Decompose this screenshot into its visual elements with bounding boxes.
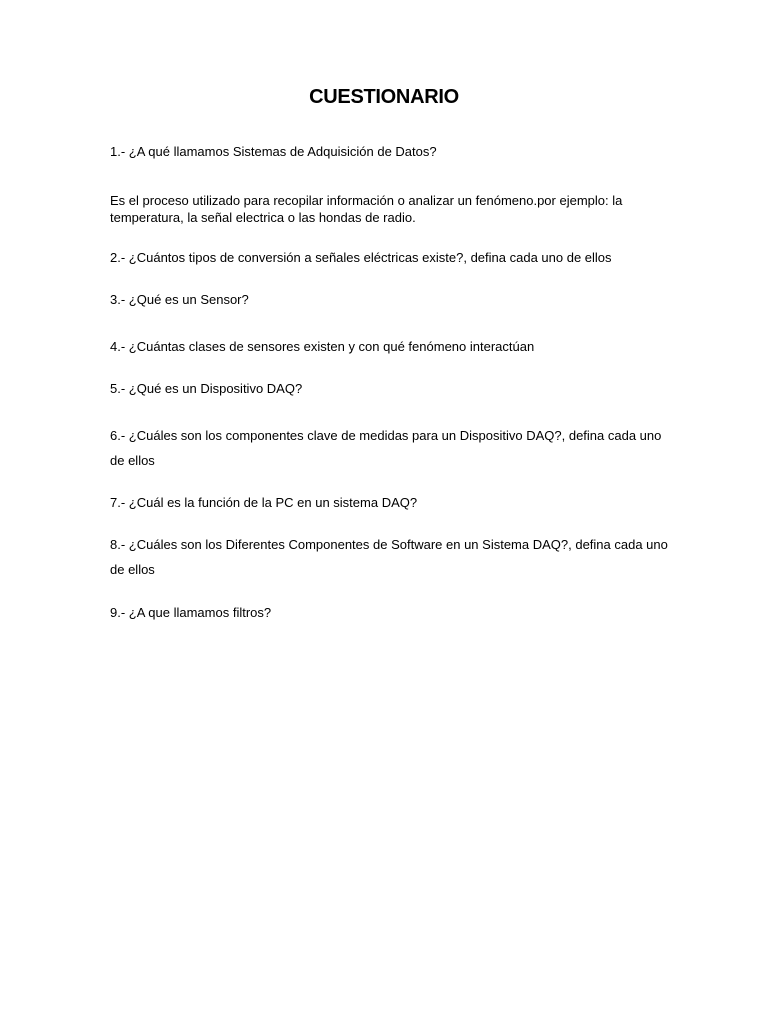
- question-6-line-2: de ellos: [110, 453, 155, 468]
- question-7: 7.- ¿Cuál es la función de la PC en un sistema DAQ?: [110, 495, 418, 510]
- answer-1-line-1: Es el proceso utilizado para recopilar información o analizar un fenómeno.por ejemplo: la: [110, 193, 623, 208]
- answer-1: [110, 192, 650, 226]
- question-1: 1.- ¿A qué llamamos Sistemas de Adquisición de Datos?: [110, 144, 437, 159]
- question-4: 4.- ¿Cuántas clases de sensores existen y con qué fenómeno interactúan: [110, 339, 535, 354]
- document-title: CUESTIONARIO: [309, 86, 459, 108]
- question-2: 2.- ¿Cuántos tipos de conversión a señales eléctricas existe?, defina cada uno de ellos: [110, 250, 612, 265]
- answer-1-line-2: temperatura, la señal electrica o las hondas de radio.: [110, 210, 416, 225]
- question-6-line-1: 6.- ¿Cuáles son los componentes clave de medidas para un Dispositivo DAQ?, defina cada uno: [110, 428, 662, 443]
- question-3: 3.- ¿Qué es un Sensor?: [110, 292, 249, 307]
- question-8-line-2: de ellos: [110, 562, 155, 577]
- question-9: 9.- ¿A que llamamos filtros?: [110, 605, 272, 620]
- question-5: 5.- ¿Qué es un Dispositivo DAQ?: [110, 381, 303, 396]
- question-8-line-1: 8.- ¿Cuáles son los Diferentes Componentes de Software en un Sistema DAQ?, defina cada uno: [110, 537, 668, 552]
